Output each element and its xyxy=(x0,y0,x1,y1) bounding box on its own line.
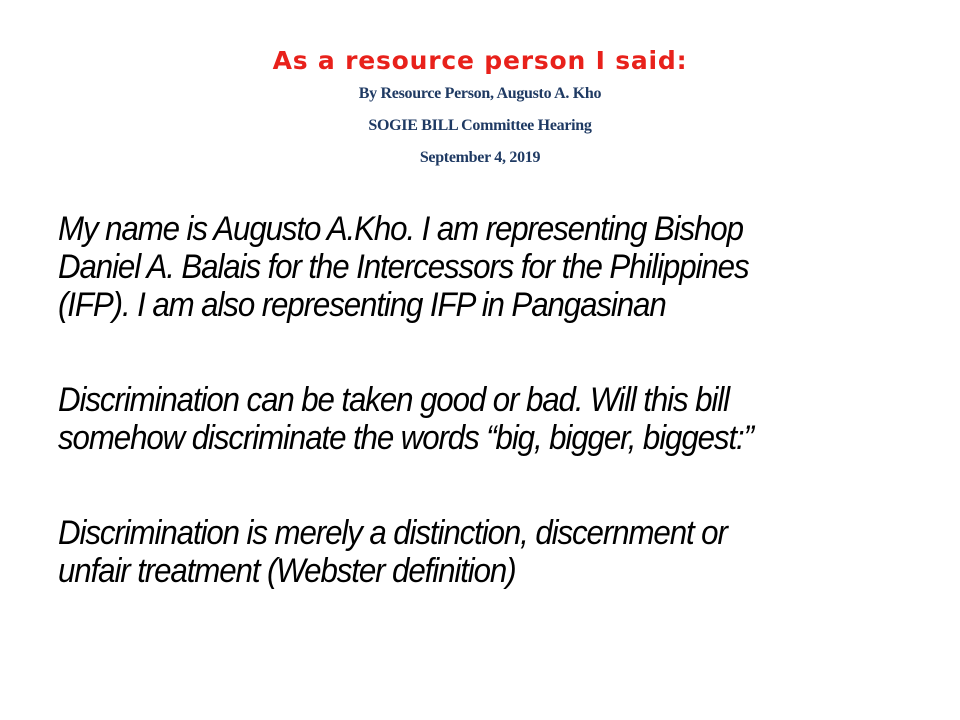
byline: By Resource Person, Augusto A. Kho xyxy=(358,85,602,102)
slide-title: As a resource person I said: xyxy=(272,46,688,75)
slide-header xyxy=(0,44,960,174)
text-line: unfair treatment (Webster definition) xyxy=(58,552,516,590)
event-date: September 4, 2019 xyxy=(419,149,541,166)
text-line: somehow discriminate the words “big, bigger, biggest:” xyxy=(58,419,753,457)
paragraph-discrimination-question xyxy=(58,381,923,457)
text-line: My name is Augusto A.Kho. I am representing Bishop xyxy=(58,210,743,248)
text-line: (IFP). I am also representing IFP in Pangasinan xyxy=(58,286,666,324)
paragraph-introduction xyxy=(58,210,923,324)
text-line: Daniel A. Balais for the Intercessors for the Philippines xyxy=(58,248,749,286)
event-name: SOGIE BILL Committee Hearing xyxy=(368,117,592,134)
paragraph-discrimination-definition xyxy=(58,514,923,590)
text-line: Discrimination is merely a distinction, discernment or xyxy=(58,514,727,552)
text-line: Discrimination can be taken good or bad. Will this bill xyxy=(58,381,729,419)
slide-body xyxy=(58,210,938,647)
